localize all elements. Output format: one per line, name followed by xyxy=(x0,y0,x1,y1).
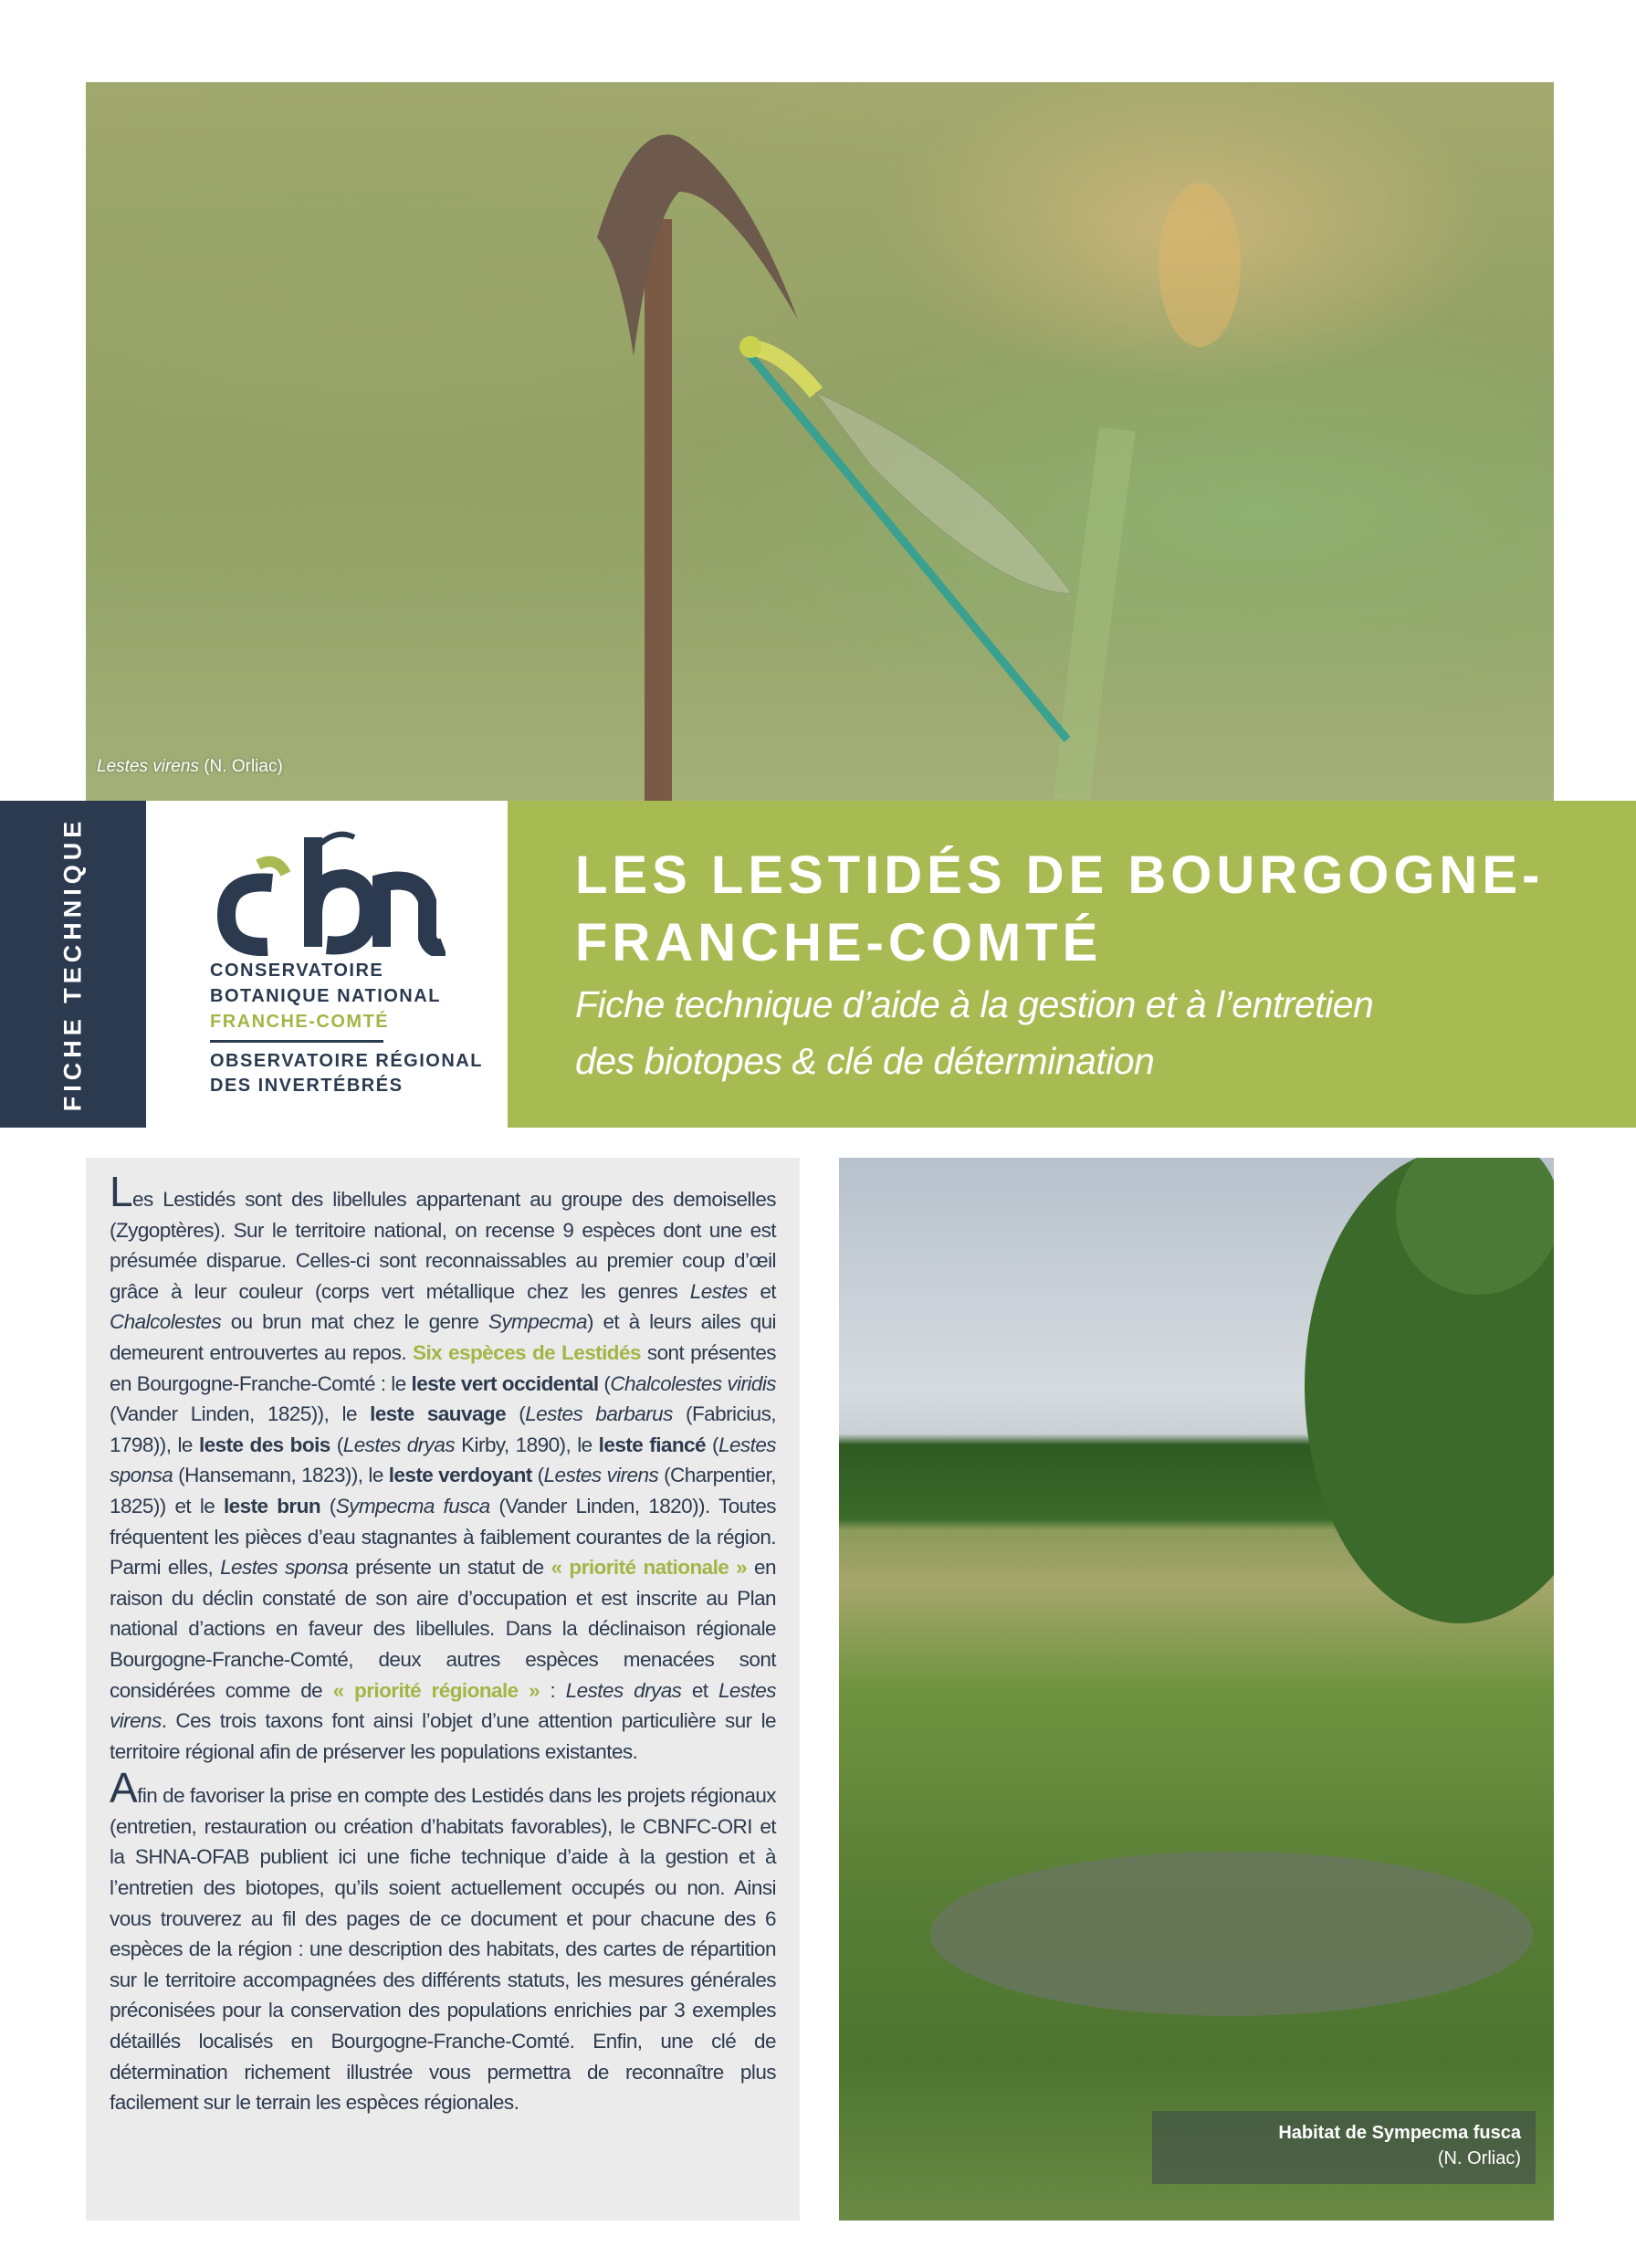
text-segment: Sympecma xyxy=(488,1310,588,1334)
caption-species: Lestes virens xyxy=(97,757,199,776)
logo-line: CONSERVATOIRE xyxy=(210,961,384,981)
habitat-illustration xyxy=(839,1158,1554,2221)
text-segment: « priorité nationale » xyxy=(551,1556,748,1580)
text-segment: Lestes sponsa xyxy=(220,1556,349,1580)
habitat-caption xyxy=(1152,2111,1536,2184)
text-segment: (Charpentier, 1825)) et le xyxy=(110,1464,776,1517)
text-segment: « priorité régionale » xyxy=(332,1678,540,1702)
caption-credit: (N. Orliac) xyxy=(1437,2148,1521,2168)
text-segment: et xyxy=(747,1279,776,1303)
logo-line: FRANCHE-COMTÉ xyxy=(210,1012,390,1032)
text-segment: en raison du déclin constaté de son aire d’occupation et est inscrite au Plan national d’actions en faveur des libellules. Dans la déclinaison régionale Bourgogne-Franche-Comté, deux autres espèces menacées sont considérées comme de xyxy=(110,1556,776,1702)
title-band xyxy=(508,801,1636,1128)
hero-caption xyxy=(97,757,283,777)
text-segment: (Hansemann, 1823)), le xyxy=(173,1464,389,1487)
page-title-line2: FRANCHE-COMTÉ xyxy=(575,913,1103,972)
caption-title: Habitat de Sympecma fusca xyxy=(1278,2123,1521,2143)
logo-line: BOTANIQUE NATIONAL xyxy=(210,986,441,1006)
text-segment: : xyxy=(540,1678,566,1702)
drop-cap: L xyxy=(110,1168,133,1215)
text-segment: Lestes dryas xyxy=(565,1678,682,1702)
text-segment: (Fabricius, 1798)), le xyxy=(110,1402,776,1456)
dragonfly-illustration xyxy=(86,82,1554,801)
body-paragraph xyxy=(110,1764,776,2118)
text-segment: Chalcolestes xyxy=(110,1310,222,1334)
caption-credit: (N. Orliac) xyxy=(198,757,283,776)
logo-divider xyxy=(210,1040,383,1043)
intro-text-box xyxy=(86,1158,800,2221)
text-segment: fin de favoriser la prise en compte des Lestidés dans les projets régionaux (entretien, restauration ou création d’habitats favorables), le CBNFC-ORI et la SHNA-OFAB publient ici une fiche technique d’aide à la gestion et à l’entretien des biotopes, qu’ils soient actuellement occupés ou non. Ainsi vous trouverez au fil des pages de ce document et pour chacune des 6 espèces de la région : une description des habitats, des cartes de répartition sur le territoire accompagnées des différents statuts, les mesures générales préconisées pour la conservation des populations enrichies par 3 exemples détaillés localisés en Bourgogne-Franche-Comté. Enfin, une clé de détermination richement illustrée vous permettra de reconnaître plus facilement sur le terrain les espèces régionales. xyxy=(110,1784,776,2115)
text-segment: Lestes virens xyxy=(110,1678,776,1733)
text-segment: ou brun mat chez le genre xyxy=(221,1310,488,1334)
cbn-wordmark-icon xyxy=(208,828,446,956)
text-segment: es Lestidés sont des libellules appartenant au groupe des demoiselles (Zygoptères). Sur le territoire national, on recense 9 espèces dont une est présumée disparue. Celles-ci sont reconnaissables au premier coup d’œil grâce à leur couleur (corps vert métallique chez les genres xyxy=(110,1188,776,1303)
text-segment: Chalcolestes viridis xyxy=(610,1371,776,1395)
text-segment: Sympecma fusca xyxy=(335,1494,490,1517)
text-segment: leste vert occidental xyxy=(411,1371,599,1395)
text-segment: ( xyxy=(330,1433,343,1456)
text-segment: Lestes sponsa xyxy=(110,1433,776,1487)
cbn-logo xyxy=(146,801,508,1128)
text-segment: Lestes virens xyxy=(543,1464,659,1487)
text-segment: Lestes dryas xyxy=(342,1433,456,1456)
text-segment: ) et à leurs ailes qui demeurent entrouvertes au repos. xyxy=(110,1310,777,1364)
subtitle-line1: Fiche technique d’aide à la gestion et à l’entretien xyxy=(575,983,1374,1025)
body-paragraph xyxy=(110,1168,777,1767)
text-segment: Lestes barbarus xyxy=(525,1402,673,1426)
subtitle-line2: des biotopes & clé de détermination xyxy=(575,1040,1155,1082)
text-segment: leste brun xyxy=(223,1494,321,1517)
text-segment: ( xyxy=(531,1464,544,1487)
logo-line: DES INVERTÉBRÉS xyxy=(210,1076,404,1096)
text-segment: sont présentes en Bourgogne-Franche-Comté : le xyxy=(110,1340,776,1395)
text-segment: Lestes xyxy=(689,1279,748,1303)
text-segment: et xyxy=(681,1678,718,1702)
text-segment: leste fiancé xyxy=(598,1433,706,1456)
drop-cap: A xyxy=(110,1764,138,1812)
text-segment: Six espèces de Lestidés xyxy=(412,1340,641,1364)
page-title-line1: LES LESTIDÉS DE BOURGOGNE- xyxy=(575,845,1545,905)
text-segment: leste verdoyant xyxy=(388,1464,532,1487)
text-segment: ( xyxy=(320,1494,336,1517)
habitat-photo xyxy=(839,1158,1554,2221)
text-segment: ( xyxy=(506,1402,526,1426)
text-segment: (Vander Linden, 1825)), le xyxy=(110,1402,371,1426)
text-segment: ( xyxy=(705,1433,718,1456)
side-band xyxy=(0,801,146,1128)
logo-line: OBSERVATOIRE RÉGIONAL xyxy=(210,1051,483,1071)
text-segment: . Ces trois taxons font ainsi l’objet d’une attention particulière sur le territoire régional afin de préserver les populations existantes. xyxy=(110,1709,776,1763)
text-segment: ( xyxy=(598,1371,611,1395)
text-segment: présente un statut de xyxy=(348,1556,551,1580)
text-segment: leste des bois xyxy=(198,1433,330,1456)
side-label: FICHE TECHNIQUE xyxy=(58,816,87,1112)
hero-photo xyxy=(86,82,1554,801)
text-segment: (Vander Linden, 1820)). Toutes fréquentent les pièces d’eau stagnantes à faiblement courantes de la région. Parmi elles, xyxy=(110,1494,776,1580)
text-segment: leste sauvage xyxy=(370,1402,507,1426)
text-segment: Kirby, 1890), le xyxy=(455,1433,599,1456)
